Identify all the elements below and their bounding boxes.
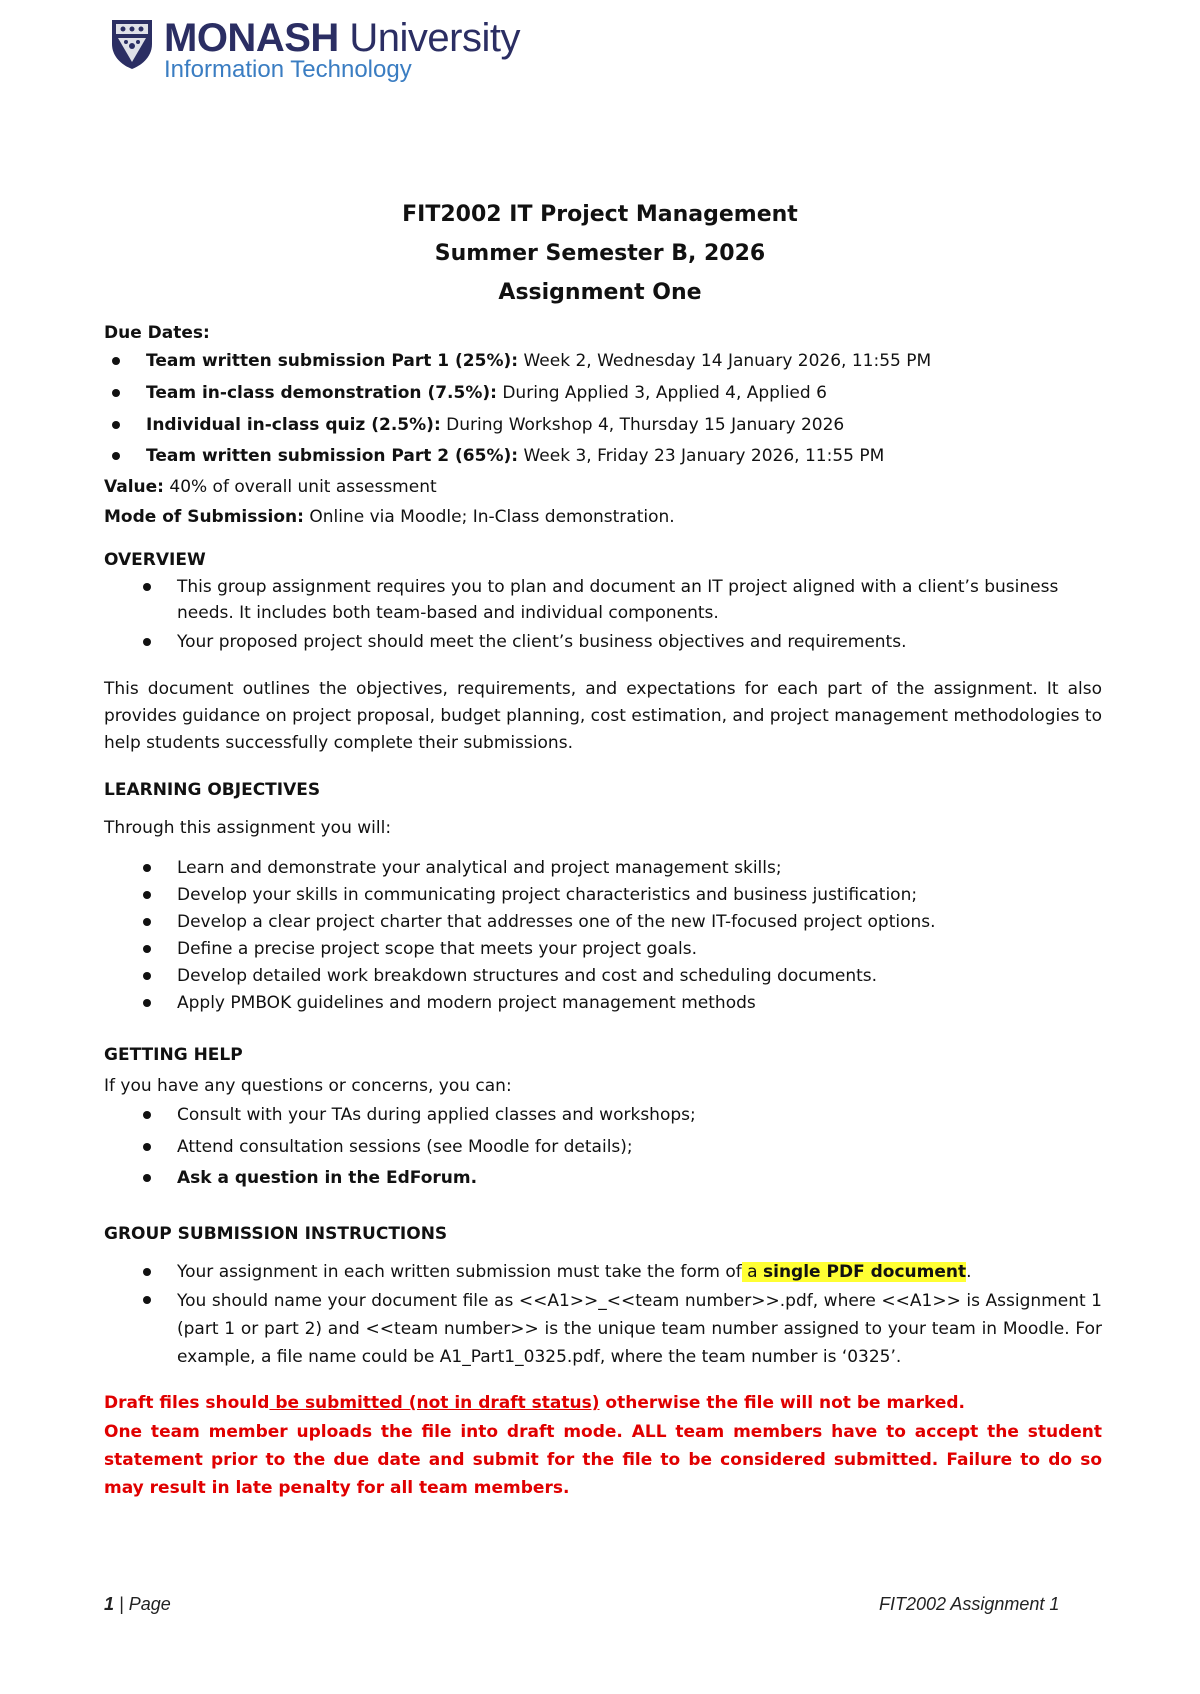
semester-title: Summer Semester B, 2026 [434, 241, 766, 266]
learning-item: Apply PMBOK guidelines and modern project management methods [177, 993, 756, 1013]
learning-item: Develop your skills in communicating project characteristics and business justification; [177, 885, 918, 905]
help-heading: GETTING HELP [104, 1045, 243, 1065]
monash-crest-icon [110, 18, 154, 70]
submission-item: Your assignment in each written submission must take the form of a single PDF document. [177, 1262, 972, 1282]
page-number: 1 | Page [104, 1594, 171, 1614]
due-dates-heading: Due Dates: [104, 323, 210, 343]
due-item: Team written submission Part 2 (65%): Week 3, Friday 23 January 2026, 11:55 PM [146, 446, 885, 466]
bullet-icon [143, 891, 151, 899]
help-item: Attend consultation sessions (see Moodle for details); [177, 1137, 633, 1157]
warning-line: Draft files should be submitted (not in draft status) otherwise the file will not be marked. [104, 1393, 966, 1413]
bullet-icon [143, 918, 151, 926]
learning-item: Develop a clear project charter that addresses one of the new IT-focused project options. [177, 912, 936, 932]
due-item: Team written submission Part 1 (25%): Week 2, Wednesday 14 January 2026, 11:55 PM [146, 351, 932, 371]
bullet-icon [112, 389, 120, 397]
submission-item: You should name your document file as <<A1>>_<<team number>>.pdf, where <<A1>> is Assignment 1 (part 1 or part 2) and <<team number>> is the unique team number assigned to your team in Moodle. For example, a file name could be A1_Part1_0325.pdf, where the team number is ‘0325’. [177, 1291, 1102, 1367]
mode-line: Mode of Submission: Online via Moodle; In-Class demonstration. [104, 507, 675, 527]
due-item: Individual in-class quiz (2.5%): During Workshop 4, Thursday 15 January 2026 [146, 415, 845, 435]
overview-paragraph: This document outlines the objectives, requirements, and expectations for each part of the assignment. It also provides guidance on project proposal, budget planning, cost estimation, and project management methodologies to help students successfully complete their submissions. [104, 679, 1102, 753]
bullet-icon [143, 999, 151, 1007]
overview-item: This group assignment requires you to plan and document an IT project aligned with a client’s business [177, 577, 1059, 597]
due-item: Team in-class demonstration (7.5%): During Applied 3, Applied 4, Applied 6 [146, 383, 827, 403]
help-item: Consult with your TAs during applied classes and workshops; [177, 1105, 696, 1125]
monash-logo [110, 18, 570, 88]
bullet-icon [143, 1174, 151, 1182]
value-line: Value: 40% of overall unit assessment [104, 477, 437, 497]
help-intro: If you have any questions or concerns, you can: [104, 1076, 512, 1096]
university-name: MONASH University [164, 16, 520, 60]
bullet-icon [112, 357, 120, 365]
learning-item: Develop detailed work breakdown structures and cost and scheduling documents. [177, 966, 878, 986]
learning-intro: Through this assignment you will: [104, 818, 392, 838]
bullet-icon [143, 638, 151, 646]
department-name: Information Technology [164, 56, 412, 83]
bullet-icon [143, 972, 151, 980]
bullet-icon [143, 1268, 151, 1276]
submission-heading: GROUP SUBMISSION INSTRUCTIONS [104, 1224, 448, 1244]
overview-item: Your proposed project should meet the client’s business objectives and requirements. [177, 632, 907, 652]
bullet-icon [143, 864, 151, 872]
bullet-icon [112, 452, 120, 460]
bullet-icon [112, 421, 120, 429]
bullet-icon [143, 1296, 151, 1304]
bullet-icon [143, 1111, 151, 1119]
learning-item: Define a precise project scope that meets your project goals. [177, 939, 697, 959]
document-title: FIT2002 IT Project Management [402, 202, 798, 227]
bullet-icon [143, 945, 151, 953]
bullet-icon [143, 583, 151, 591]
assignment-title: Assignment One [498, 280, 702, 305]
learning-heading: LEARNING OBJECTIVES [104, 780, 321, 800]
warning-paragraph: One team member uploads the file into draft mode. ALL team members have to accept the student statement prior to the due date and submit for the file to be considered submitted. Failure to do so may result in late penalty for all team members. [104, 1422, 1102, 1498]
overview-heading: OVERVIEW [104, 550, 206, 570]
footer-doc-title: FIT2002 Assignment 1 [879, 1594, 1060, 1614]
learning-item: Learn and demonstrate your analytical and project management skills; [177, 858, 782, 878]
help-item: Ask a question in the EdForum. [177, 1168, 478, 1188]
bullet-icon [143, 1143, 151, 1151]
overview-item-cont: needs. It includes both team-based and individual components. [177, 603, 719, 623]
